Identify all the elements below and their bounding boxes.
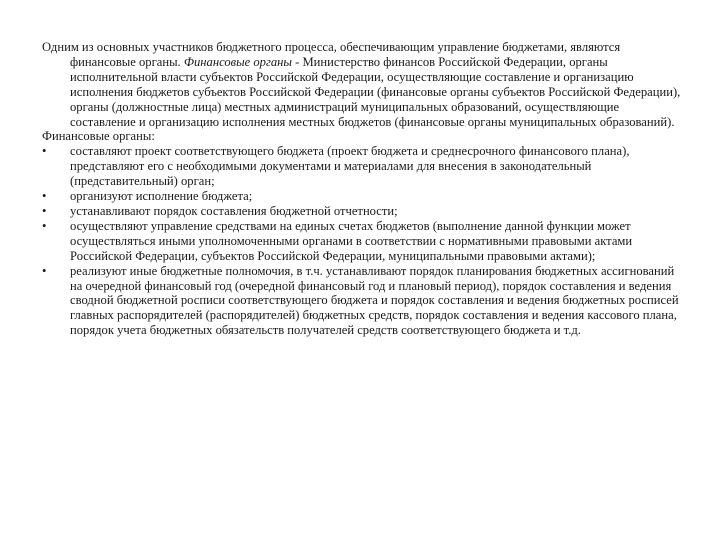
list-item xyxy=(42,204,682,219)
list-item-text: составляют проект соответствующего бюджета (проект бюджета и среднесрочного финансового плана), представляют его с необходимыми документами и материалами для внесения в законодательный (представительный) орган; xyxy=(70,144,630,189)
bullet-icon: • xyxy=(42,218,47,233)
intro-text-start: Одним из основных участников бюджетного процесса, обеспечивающим управление бюджетами, являются финансовые органы. xyxy=(42,40,621,69)
intro-italic-term: Финансовые органы xyxy=(183,54,292,69)
bullet-icon: • xyxy=(42,263,47,278)
intro-paragraph xyxy=(42,40,682,129)
list-item-text: устанавливают порядок составления бюджетной отчетности; xyxy=(70,203,398,218)
bullet-icon: • xyxy=(42,144,47,159)
list-heading: Финансовые органы: xyxy=(42,129,155,144)
bullet-icon: • xyxy=(42,203,47,218)
text-block xyxy=(42,40,682,338)
bullet-icon: • xyxy=(42,189,47,204)
list-item xyxy=(42,264,682,339)
list-item-text: осуществляют управление средствами на единых счетах бюджетов (выполнение данной функции может осуществляться иными уполномоченными органами в соответствии с нормативными правовыми актами Российской Федерации, субъектов Российской Федерации, муниципальными правовыми актами); xyxy=(70,218,633,263)
list-item xyxy=(42,144,682,189)
list-item xyxy=(42,189,682,204)
list-item-text: организуют исполнение бюджета; xyxy=(70,189,253,204)
list-item-text: реализуют иные бюджетные полномочия, в т.ч. устанавливают порядок планирования бюджетных ассигнований на очередной финансовый год (очередной финансовый год и плановый период), порядок составления и ведения сводной бюджетной росписи соответствующего бюджета и порядок составления и ведения бюджетных росписей главных распорядителей (распорядителей) бюджетных средств, порядок составления и ведения кассового плана, порядок учета бюджетных обязательств получателей средств соответствующего бюджета и т.д. xyxy=(70,263,679,338)
list-item xyxy=(42,219,682,264)
intro-text-end: - Министерство финансов Российской Федерации, органы исполнительной власти субъектов Российской Федерации, осуществляющие составление и организацию исполнения бюджетов субъектов Российской Федерации (финансовые органы субъектов Российской Федерации), органы (должностные лица) местных администраций муниципальных образований, осуществляющие составление и организацию исполнения местных бюджетов (финансовые органы муниципальных образований). xyxy=(70,54,681,129)
